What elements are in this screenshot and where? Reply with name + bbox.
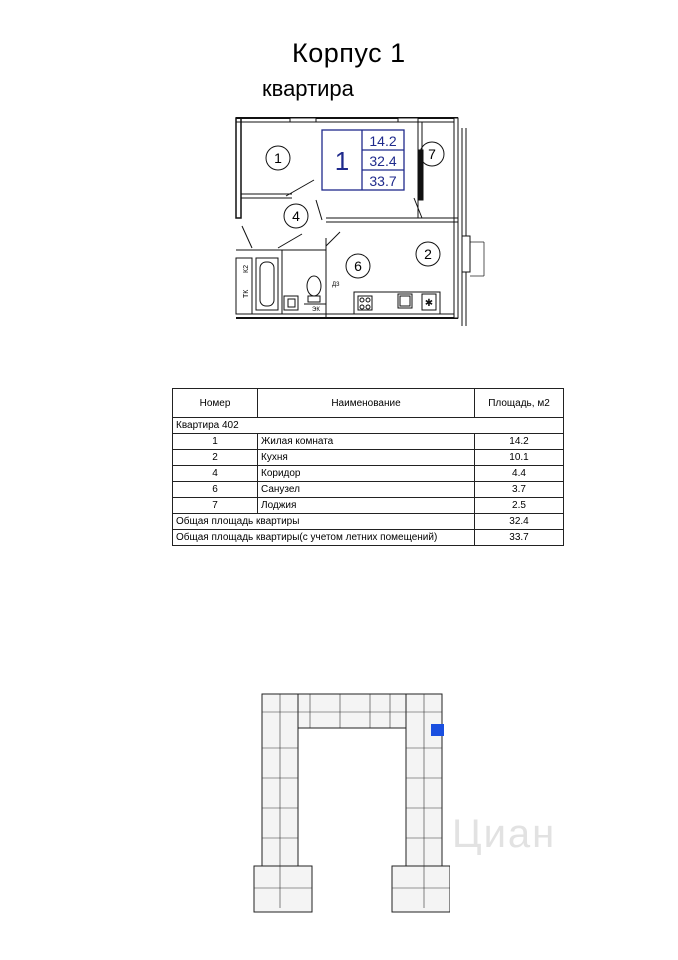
floor-plan	[222, 108, 492, 326]
area-spec-table	[172, 388, 564, 546]
row-name: Санузел	[258, 482, 475, 498]
row-area: 14.2	[475, 434, 564, 450]
row-area: 3.7	[475, 482, 564, 498]
header-area: Площадь, м2	[475, 389, 564, 418]
row-number: 2	[173, 450, 258, 466]
row-name: Коридор	[258, 466, 475, 482]
row-name: Кухня	[258, 450, 475, 466]
unit-type-label: квартира	[262, 76, 354, 101]
room-marker: 4	[292, 208, 300, 224]
group-label: Квартира 402	[173, 418, 564, 434]
row-area: 2.5	[475, 498, 564, 514]
fixture-label-k2: К2	[243, 265, 250, 273]
table-row	[173, 450, 564, 466]
header-name: Наименование	[258, 389, 475, 418]
room-marker: 2	[424, 246, 432, 262]
table-row	[173, 466, 564, 482]
table-row	[173, 434, 564, 450]
badge-area-living: 14.2	[369, 133, 397, 149]
room-marker: 7	[428, 146, 436, 162]
room-marker: 1	[274, 150, 282, 166]
total-summer-label: Общая площадь квартиры(с учетом летних помещений)	[173, 530, 475, 546]
header-number: Номер	[173, 389, 258, 418]
row-name: Жилая комната	[258, 434, 475, 450]
row-name: Лоджия	[258, 498, 475, 514]
watermark: Циан	[452, 812, 557, 856]
fixture-label-d3: Д3	[332, 282, 340, 288]
badge-rooms: 1	[334, 146, 350, 176]
total-label: Общая площадь квартиры	[173, 514, 475, 530]
badge-area-total-summer: 33.7	[369, 173, 397, 189]
row-number: 6	[173, 482, 258, 498]
badge-area-total: 32.4	[369, 153, 397, 169]
row-number: 4	[173, 466, 258, 482]
table-row	[173, 482, 564, 498]
total-row	[173, 514, 564, 530]
total-summer-value: 33.7	[475, 530, 564, 546]
table-header-row	[173, 389, 564, 418]
building-site-plan	[250, 688, 450, 920]
total-summer-row	[173, 530, 564, 546]
svg-text:✱: ✱	[424, 298, 434, 309]
room-marker: 6	[354, 258, 362, 274]
unit-location-marker	[431, 724, 444, 736]
total-value: 32.4	[475, 514, 564, 530]
table-row	[173, 498, 564, 514]
fixture-label-tk: ТК	[243, 289, 250, 298]
row-number: 7	[173, 498, 258, 514]
area-badge	[322, 130, 404, 190]
row-number: 1	[173, 434, 258, 450]
building-title: Корпус 1	[292, 38, 406, 68]
fixture-label-ek: ЭК	[312, 307, 320, 313]
row-area: 4.4	[475, 466, 564, 482]
row-area: 10.1	[475, 450, 564, 466]
table-group-row	[173, 418, 564, 434]
